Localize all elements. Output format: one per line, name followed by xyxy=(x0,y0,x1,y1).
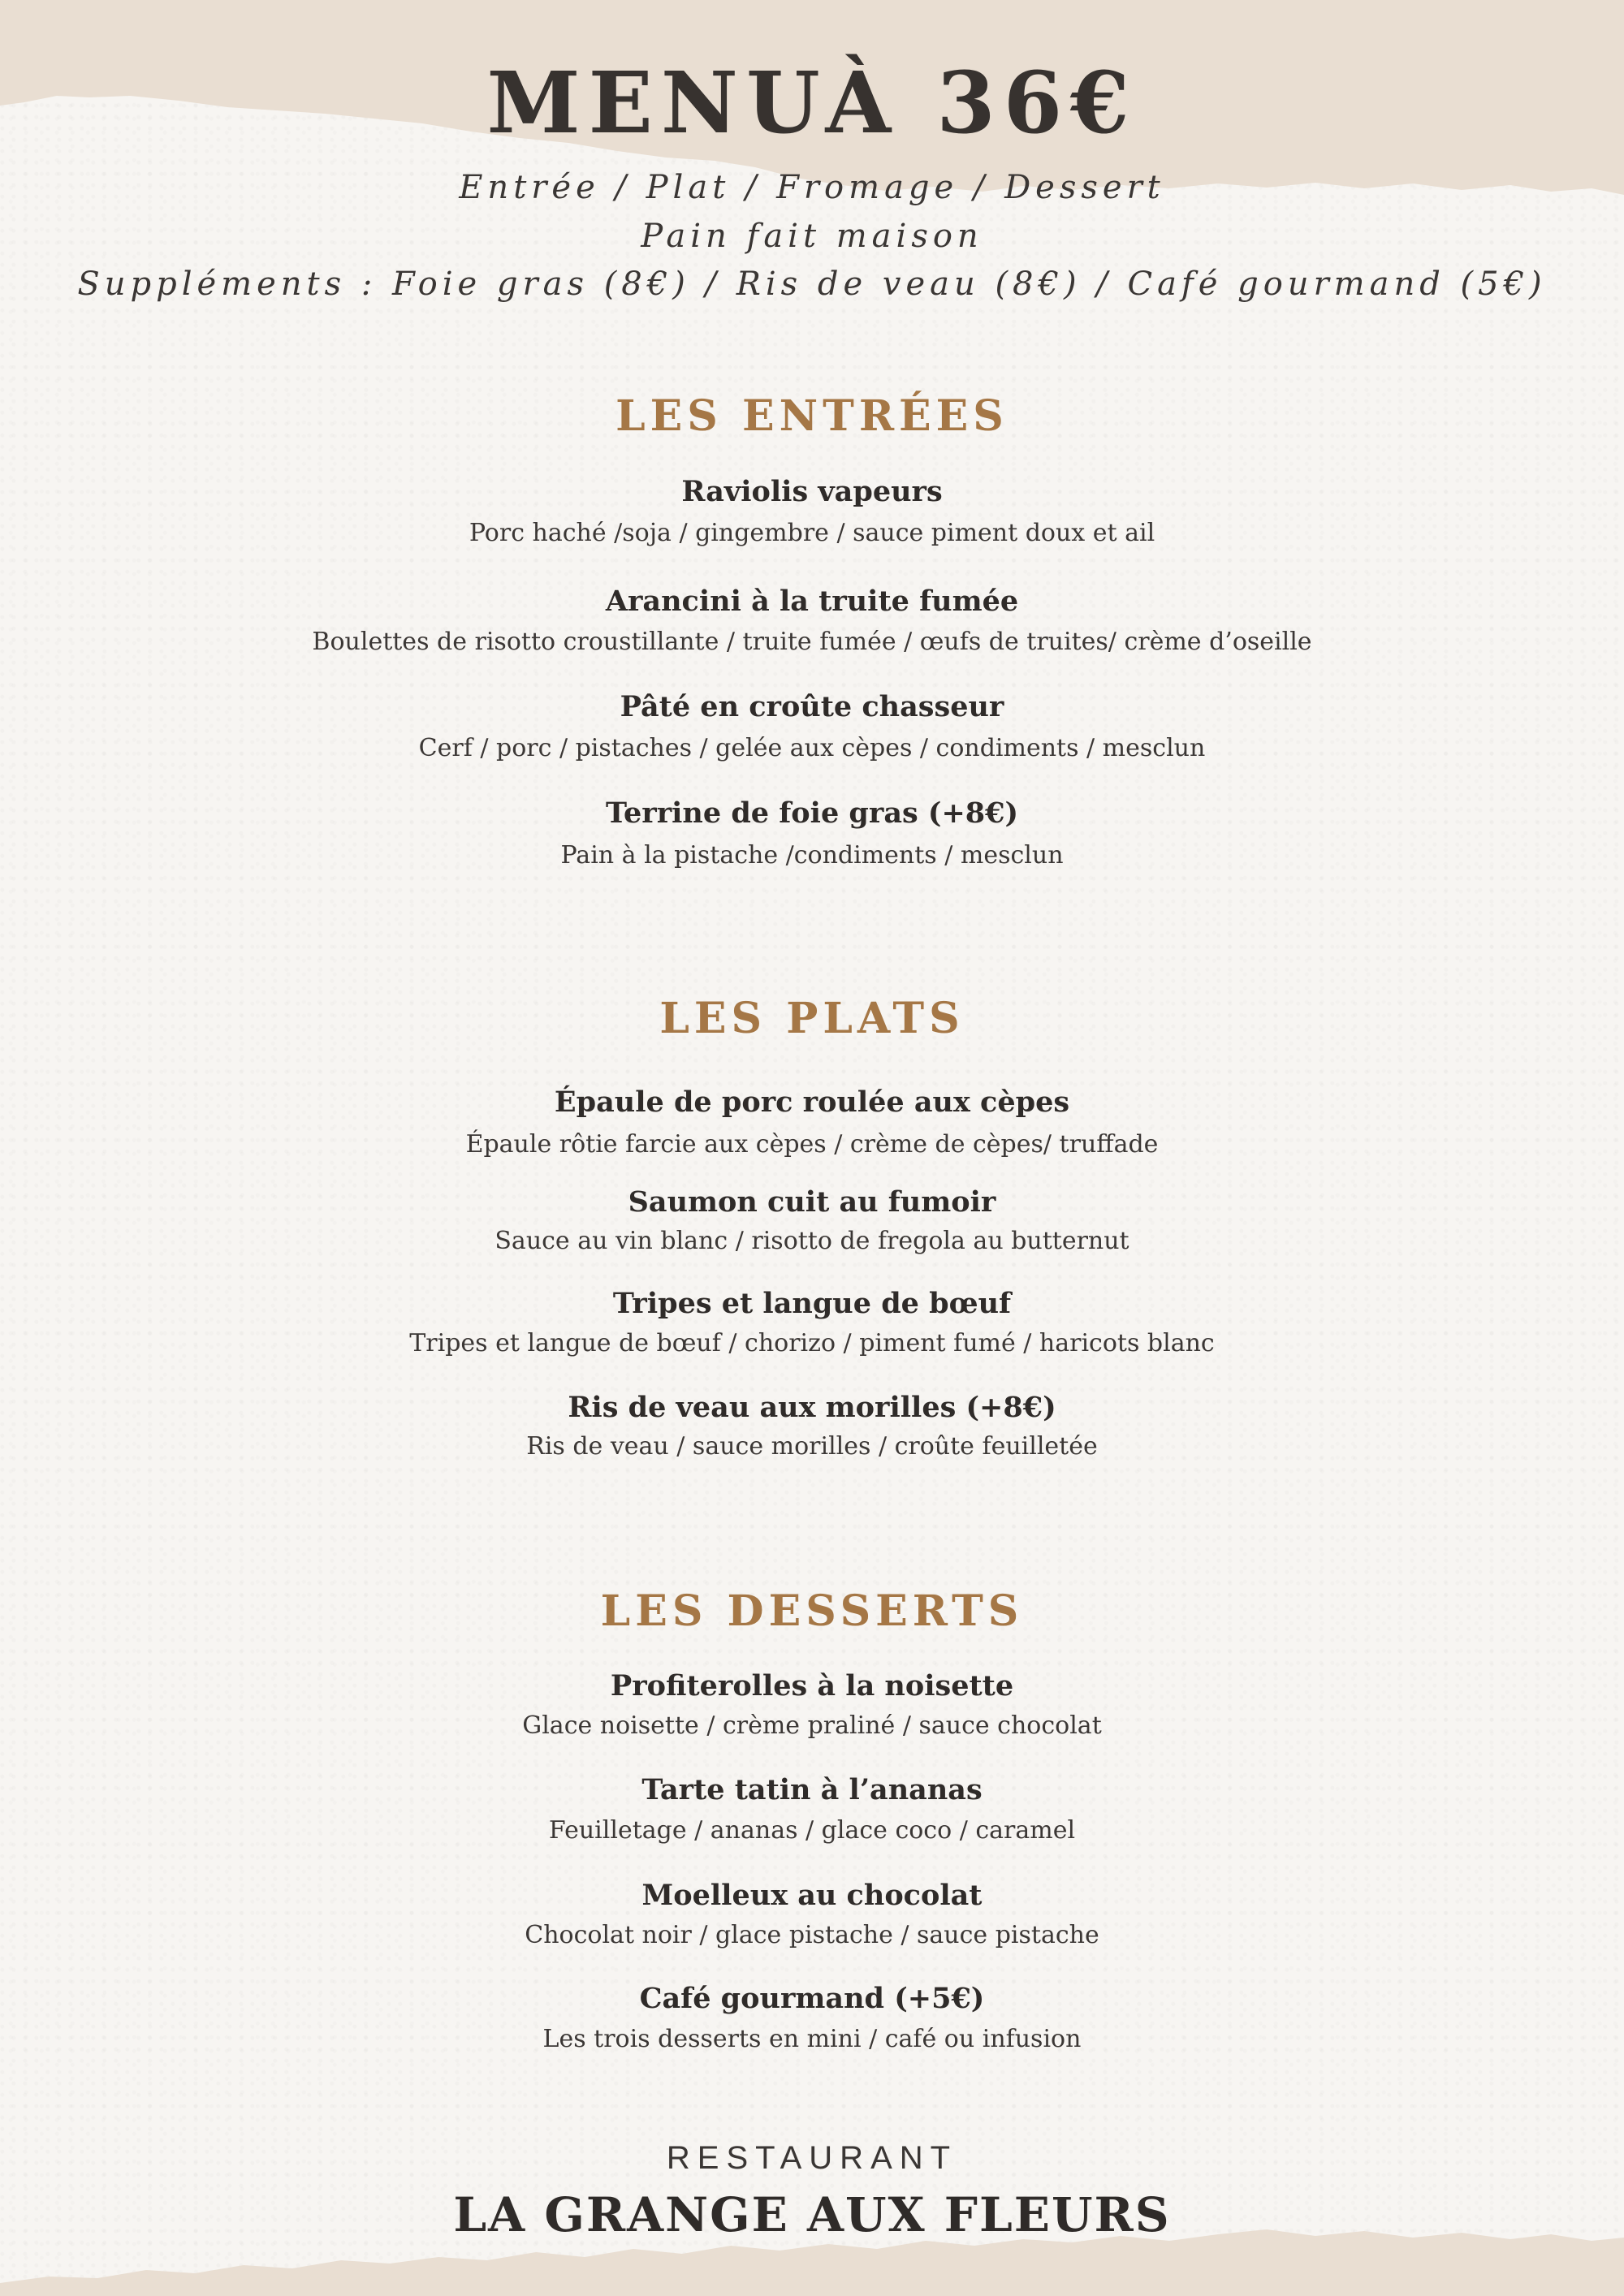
dish-description: Sauce au vin blanc / risotto de fregola au butternut xyxy=(495,1227,1129,1255)
dish-name: Saumon cuit au fumoir xyxy=(628,1185,996,1219)
dish-description: Ris de veau / sauce morilles / croûte feuilletée xyxy=(526,1432,1098,1461)
section-title-plats: LES PLATS xyxy=(659,994,965,1043)
dish-description: Tripes et langue de bœuf / chorizo / piment fumé / haricots blanc xyxy=(409,1329,1215,1357)
dish-name: Café gourmand (+5€) xyxy=(639,1982,985,2015)
dish-description: Boulettes de risotto croustillante / truite fumée / œufs de truites/ crème d’oseille xyxy=(312,628,1312,656)
dish-name: Ris de veau aux morilles (+8€) xyxy=(568,1391,1056,1424)
dish-name: Moelleux au chocolat xyxy=(641,1879,983,1912)
dish-description: Chocolat noir / glace pistache / sauce pistache xyxy=(525,1921,1099,1949)
dish-name: Tripes et langue de bœuf xyxy=(612,1287,1012,1320)
dish-description: Cerf / porc / pistaches / gelée aux cèpes / condiments / mesclun xyxy=(418,734,1206,762)
dish-name: Tarte tatin à l’ananas xyxy=(641,1773,983,1806)
menu-bread-note: Pain fait maison xyxy=(641,218,983,255)
dish-description: Les trois desserts en mini / café ou infusion xyxy=(542,2025,1082,2053)
dish-name: Épaule de porc roulée aux cèpes xyxy=(554,1085,1070,1119)
restaurant-label: RESTAURANT xyxy=(666,2140,958,2176)
section-title-entrees: LES ENTRÉES xyxy=(615,391,1009,441)
dish-description: Porc haché /soja / gingembre / sauce piment doux et ail xyxy=(469,519,1155,547)
menu-title: MENUÀ 36€ xyxy=(486,53,1138,153)
menu-courses: Entrée / Plat / Fromage / Dessert xyxy=(459,169,1165,206)
dish-description: Feuilletage / ananas / glace coco / caramel xyxy=(548,1816,1076,1845)
dish-description: Épaule rôtie farcie aux cèpes / crème de cèpes/ truffade xyxy=(465,1130,1159,1159)
dish-name: Pâté en croûte chasseur xyxy=(620,690,1004,723)
dish-name: Terrine de foie gras (+8€) xyxy=(605,796,1019,830)
dish-name: Profiterolles à la noisette xyxy=(610,1669,1014,1703)
dish-name: Raviolis vapeurs xyxy=(681,475,943,508)
menu-supplements: Suppléments : Foie gras (8€) / Ris de veau (8€) / Café gourmand (5€) xyxy=(77,265,1547,303)
dish-description: Pain à la pistache /condiments / mesclun xyxy=(560,841,1064,870)
restaurant-name: LA GRANGE AUX FLEURS xyxy=(453,2187,1171,2242)
section-title-desserts: LES DESSERTS xyxy=(600,1586,1024,1636)
dish-description: Glace noisette / crème praliné / sauce chocolat xyxy=(522,1711,1102,1740)
dish-name: Arancini à la truite fumée xyxy=(605,585,1019,618)
